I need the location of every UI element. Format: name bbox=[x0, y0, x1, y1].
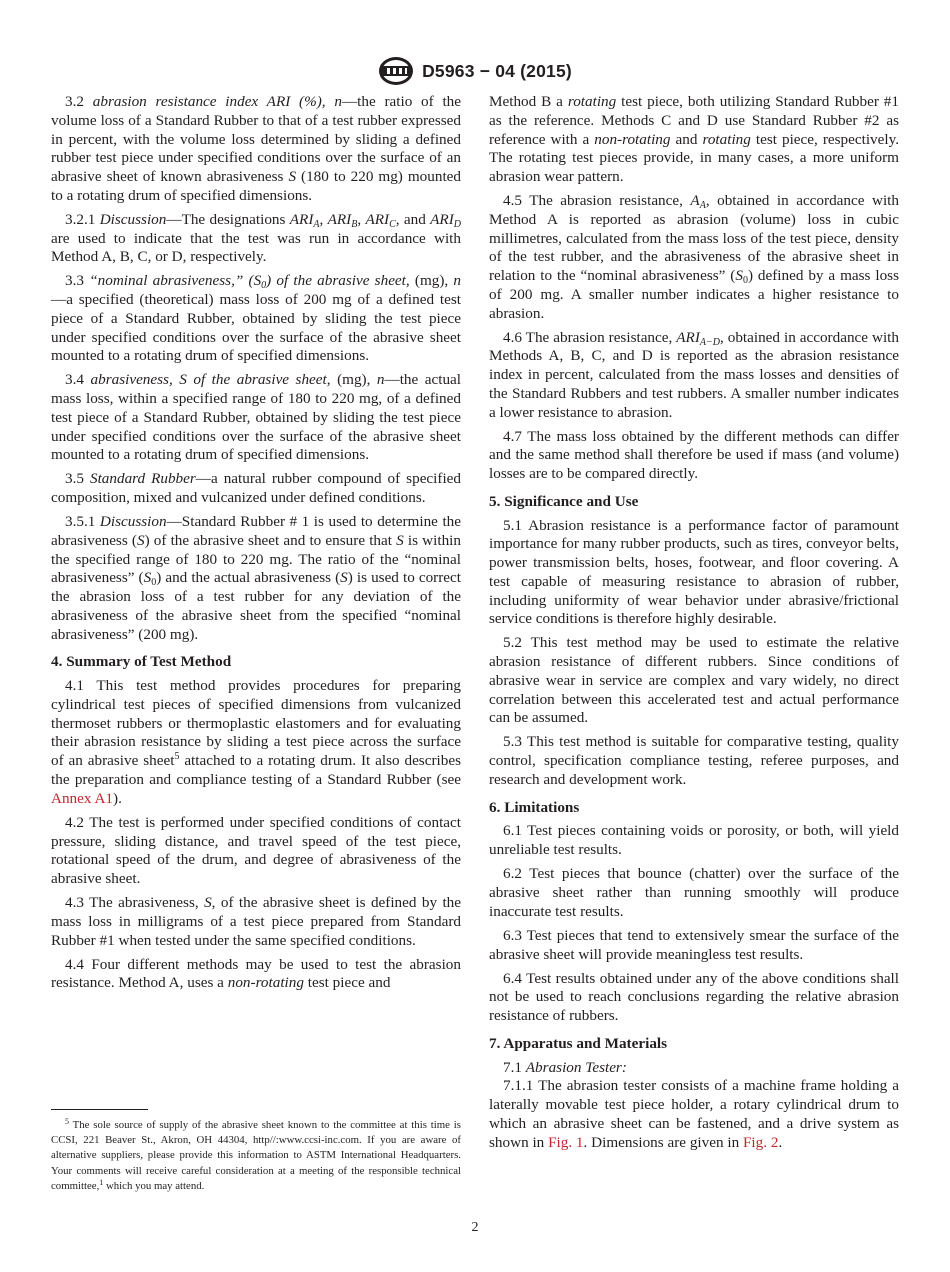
fig-2-link[interactable]: Fig. 2 bbox=[742, 1133, 779, 1151]
section-3-5: 3.5 Standard Rubber—a natural rubber compound of specified composition, mixed and vulcanized under defined conditions. bbox=[51, 470, 462, 507]
section-6-3: 6.3 Test pieces that tend to extensively smear the surface of the abrasive sheet will provide meaningless test results. bbox=[489, 926, 899, 963]
section-4-5: 4.5 The abrasion resistance, $A_A$, obtained in accordance with Method A is reported as abrasion (volume) loss in cubic millimetres, calculated from the mass loss of the test piece, density of the test rubber, and the abrasiveness of the abrasive sheet in relation to the “nominal abrasiveness” $(S_0)$ defined by a mass loss of 200 mg. A smaller number indicates a higher resistance to abrasion. bbox=[489, 192, 899, 322]
left-column bbox=[51, 93, 461, 993]
section-5-2: 5.2 This test method may be used to estimate the relative abrasion resistance of different rubbers. Since conditions of abrasive wear in service are complex and vary widely, no direct correlation between this accelerated test and actual performance can be assumed. bbox=[489, 634, 899, 727]
document-id: D5963 − 04 (2015) bbox=[422, 60, 572, 81]
footnote-ref-1[interactable]: 1 bbox=[99, 1177, 104, 1187]
section-5-1: 5.1 Abrasion resistance is a performance factor of paramount importance for many rubber products, such as tires, conveyor belts, power transmission belts, hoses, footwear, and floor covering. A test capable of measuring resistance to abrasion of rubber, including uniformity of wear behavior under abrasive/frictional service conditions is therefore highly desirable. bbox=[489, 516, 899, 628]
heading-section-5: 5. Significance and Use bbox=[489, 492, 639, 510]
page-header bbox=[0, 54, 950, 88]
section-3-5-1: 3.5.1 Discussion—Standard Rubber # 1 is used to determine the abrasiveness (S) of the abrasive sheet and to ensure that S is within the specified range of 180 to 220 mg. The ratio of the “nominal abrasiveness” $(S_0)$ and the actual abrasiveness (S) is used to correct the abrasion loss of a test rubber for any deviation of the abrasiveness of the abrasive sheet from the specified “nominal abrasiveness” (200 mg). bbox=[51, 513, 461, 643]
section-6-2: 6.2 Test pieces that bounce (chatter) over the surface of the abrasive sheet rather than running smoothly will produce inaccurate test results. bbox=[489, 865, 899, 920]
section-5-3: 5.3 This test method is suitable for comparative testing, quality control, specification compliance testing, referee purposes, and research and development work. bbox=[489, 733, 899, 788]
section-3-2-1: 3.2.1 Discussion—The designations $ARI_A$, $ARI_B$, $ARI_C$, and $ARI_D$ are used to indicate that the test was run in accordance with Method A, B, C, or D, respectively. bbox=[51, 210, 462, 266]
heading-section-7: 7. Apparatus and Materials bbox=[489, 1034, 668, 1052]
section-4-7: 4.7 The mass loss obtained by the different methods can differ and the same method shall therefore be used if mass (and volume) losses are to be compared directly. bbox=[489, 427, 899, 483]
section-3-3: 3.3 “nominal abrasiveness,” $(S_0)$ of the abrasive sheet, (mg), n—a specified (theoretical) mass loss of 200 mg of a defined test piece of a Standard Rubber, obtained by sliding the test piece under specified conditions over the surface of the abrasive sheet mounted to a rotating drum of specified dimensions. bbox=[51, 272, 462, 365]
annex-a1-link[interactable]: Annex A1 bbox=[51, 789, 114, 807]
section-3-4: 3.4 abrasiveness, S of the abrasive sheet, (mg), n—the actual mass loss, within a specified range of 180 to 220 mg, of a defined test piece of a Standard Rubber, obtained by sliding the test piece under specified conditions over the surface of the abrasive sheet mounted to a rotating drum of specified dimensions. bbox=[51, 371, 462, 464]
section-7-1: 7.1 Abrasion Tester: bbox=[503, 1058, 627, 1076]
section-6-4: 6.4 Test results obtained under any of the above conditions shall not be used to reach conclusions regarding the relative abrasion resistance of rubbers. bbox=[489, 969, 899, 1025]
footnote-ref-5[interactable]: 5 bbox=[174, 751, 180, 763]
section-4-6: 4.6 The abrasion resistance, $ARI_{A-D}$, obtained in accordance with Methods A, B, C, and D is reported as the abrasion resistance index in percent, calculated from the mass losses and densities of the Standard Rubbers and test rubbers. A smaller number indicates a lower resistance to abrasion. bbox=[489, 328, 899, 421]
section-4-2: 4.2 The test is performed under specified conditions of contact pressure, sliding distance, and travel speed of the test piece, rotational speed of the drum, and degree of abrasiveness of the abrasive sheet. bbox=[51, 813, 461, 888]
heading-section-6: 6. Limitations bbox=[489, 798, 580, 816]
section-4-3: 4.3 The abrasiveness, S, of the abrasive sheet is defined by the mass loss in milligrams of a test piece prepared from Standard Rubber #1 when tested under the same specified conditions. bbox=[51, 894, 462, 949]
section-4-4-continued: Method B a rotating test piece, both utilizing Standard Rubber #1 as the reference. Methods C and D use Standard Rubber #2 as reference with a non-rotating and rotating test piece, respectively. The rotating test pieces provide, in many cases, a more uniform abrasion wear pattern. bbox=[489, 93, 900, 185]
astm-logo-icon bbox=[378, 56, 414, 86]
section-4-4: 4.4 Four different methods may be used to test the abrasion resistance. Method A, uses a non-rotating test piece and bbox=[51, 955, 461, 992]
section-4-1: 4.1 This test method provides procedures for preparing cylindrical test pieces of specified dimensions from vulcanized thermoset rubbers or thermoplastic elastomers and for evaluating their abrasion resistance by sliding a test piece across the surface of an abrasive sheet$^5$ attached to a rotating drum. It also describes the preparation and compliance testing of a Standard Rubber (see Annex A1). bbox=[51, 677, 461, 807]
section-6-1: 6.1 Test pieces containing voids or porosity, or both, will yield unreliable test results. bbox=[489, 822, 899, 859]
heading-section-4: 4. Summary of Test Method bbox=[51, 653, 232, 671]
page-number: 2 bbox=[471, 1220, 479, 1235]
section-3-2: 3.2 abrasion resistance index ARI (%), n—the ratio of the volume loss of a Standard Rubber to that of a test rubber expressed in percent, with the volume loss determined by sliding a defined rubber test piece under specified conditions over the surface of an abrasive sheet of known abrasiveness S (180 to 220 mg) mounted to a rotating drum of specified dimensions. bbox=[51, 93, 462, 204]
section-7-1-1: 7.1.1 The abrasion tester consists of a machine frame holding a laterally movable test piece holder, a rotary cylindrical drum to which an abrasive sheet can be fastened, and a drive system as shown in Fig. 1. Dimensions are given in Fig. 2. bbox=[489, 1077, 899, 1151]
fig-1-link[interactable]: Fig. 1 bbox=[548, 1133, 584, 1151]
footnote-divider bbox=[51, 1109, 148, 1110]
footnote-5: $^5$ The sole source of supply of the abrasive sheet known to the committee at this time is CCSI, 221 Beaver St., Akron, OH 44304, http//:www.ccsi-inc.com. If you are aware of alternative suppliers, please provide this information to ASTM International Headquarters. Your comments will receive careful consideration at a meeting of the responsible technical committee,$^1$ which you may attend. bbox=[51, 1117, 461, 1192]
right-column bbox=[489, 93, 899, 1158]
